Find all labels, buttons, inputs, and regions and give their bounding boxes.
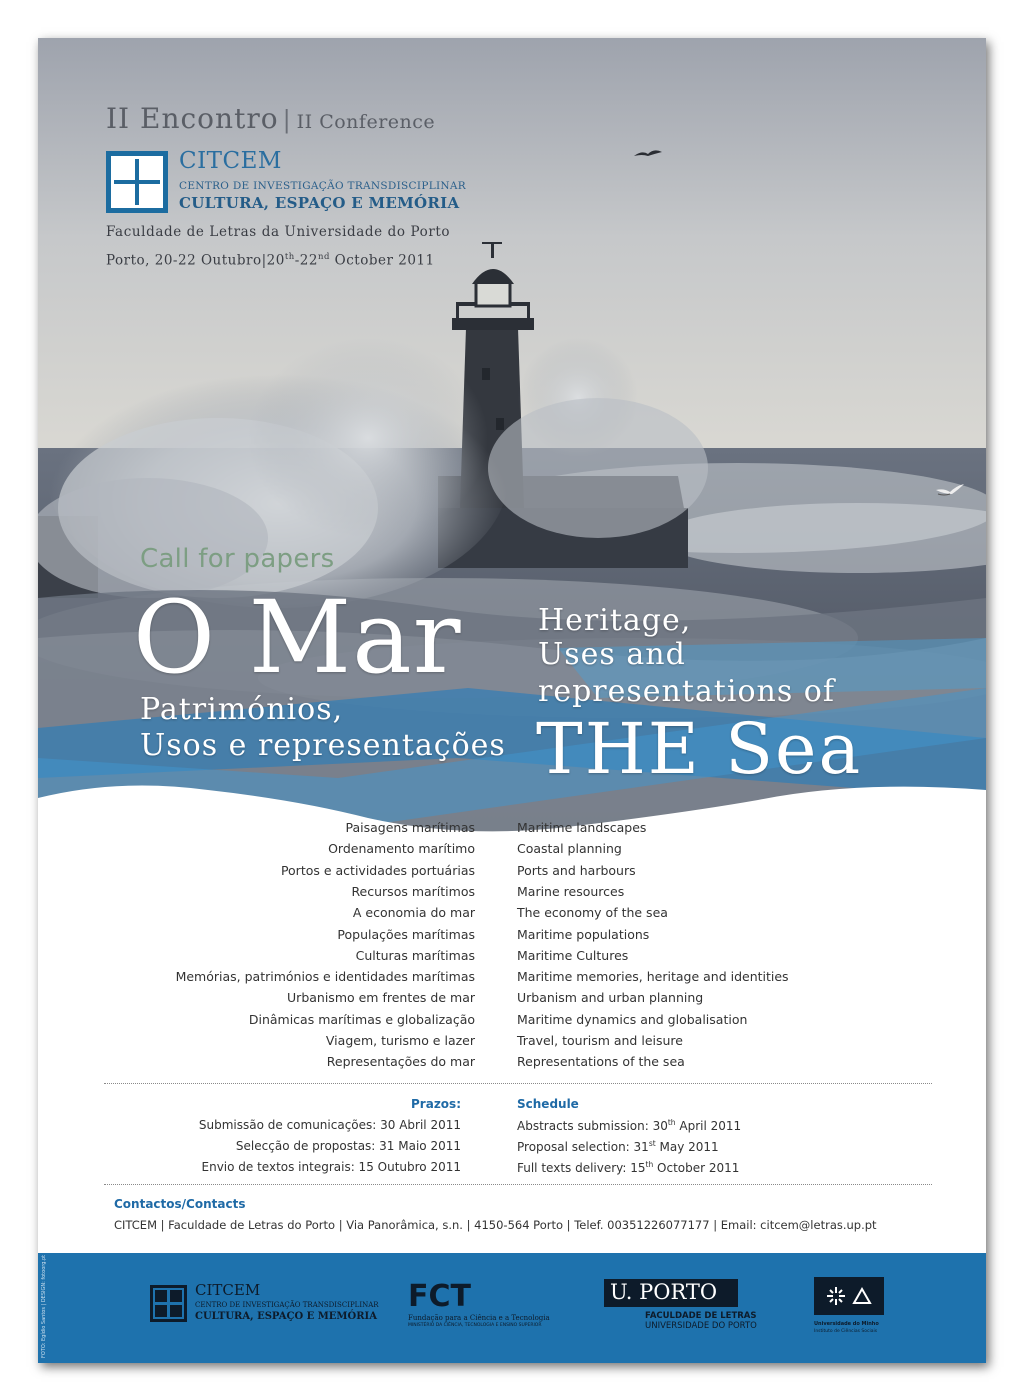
schedule-row (38, 1118, 986, 1139)
topic-pt: Representações do mar (326, 1054, 475, 1070)
schedule-en-sup: st (648, 1139, 656, 1148)
citcem-footer-logo-icon (150, 1285, 187, 1322)
schedule-en-text: Abstracts submission: 30 (517, 1119, 668, 1133)
topic-en: Coastal planning (517, 841, 622, 857)
dates-en-day1: 20 (266, 252, 285, 269)
topic-row (38, 841, 986, 862)
faculdade-line: Faculdade de Letras da Universidade do Porto (106, 224, 451, 240)
title-heritage-line1: Heritage, (538, 603, 692, 638)
topic-pt: Dinâmicas marítimas e globalização (248, 1011, 475, 1027)
topic-row (38, 990, 986, 1011)
citcem-logo-icon (106, 151, 168, 213)
topic-en: Maritime dynamics and globalisation (517, 1011, 748, 1027)
contacts-heading: Contactos/Contacts (114, 1197, 246, 1211)
schedule-pt: Selecção de propostas: 31 Maio 2011 (235, 1139, 461, 1153)
topic-row (38, 905, 986, 926)
topic-en: Ports and harbours (517, 862, 636, 878)
schedule-en (517, 1118, 741, 1133)
footer-citcem-sub1: CENTRO DE INVESTIGAÇÃO TRANSDISCIPLINAR (195, 1301, 379, 1309)
topic-pt: Culturas marítimas (355, 947, 475, 963)
title-representations: representations of (538, 674, 835, 709)
title-patrimonios (140, 692, 506, 764)
topic-pt: Urbanismo em frentes de mar (287, 990, 475, 1006)
uminho-subtitle-2: Instituto de Ciências Sociais (814, 1329, 878, 1334)
dates-line (106, 252, 435, 269)
schedule-en-text: May 2011 (655, 1140, 719, 1154)
topic-pt: Recursos marítimos (351, 883, 475, 899)
topic-en: The economy of the sea (517, 905, 668, 921)
topic-en: Representations of the sea (517, 1054, 685, 1070)
schedule-en-text: Proposal selection: 31 (517, 1140, 649, 1154)
topic-pt: Viagem, turismo e lazer (325, 1033, 475, 1048)
topic-en: Urbanism and urban planning (517, 990, 704, 1006)
topic-row (38, 863, 986, 884)
topic-en: Maritime Cultures (517, 947, 629, 963)
schedule-en-sup: th (645, 1160, 654, 1169)
topic-pt: Paisagens marítimas (345, 820, 475, 835)
topic-en: Maritime landscapes (517, 820, 647, 835)
topic-row (38, 884, 986, 905)
uporto-logo: U. PORTO (610, 1280, 718, 1304)
encontro-separator: | (282, 106, 291, 134)
uminho-subtitle-1: Universidade do Minho (814, 1321, 879, 1327)
topic-row (38, 1012, 986, 1033)
schedule-heading-en: Schedule (517, 1097, 579, 1111)
dates-en-rest: October 2011 (329, 252, 435, 269)
footer-citcem-sub2: CULTURA, ESPAÇO E MEMÓRIA (195, 1311, 377, 1322)
title-the-sea: THE Sea (536, 708, 863, 790)
conference-label: II Conference (296, 111, 436, 133)
topic-row (38, 948, 986, 969)
topic-en: Travel, tourism and leisure (517, 1033, 683, 1048)
schedule-pt: Envio de textos integrais: 15 Outubro 2011 (201, 1160, 461, 1174)
poster (38, 38, 986, 1363)
call-for-papers: Call for papers (140, 544, 335, 574)
divider (104, 1083, 932, 1084)
schedule-pt: Submissão de comunicações: 30 Abril 2011 (198, 1118, 461, 1132)
citcem-name: CITCEM (179, 148, 282, 174)
schedule-en-text: Full texts delivery: 15 (517, 1161, 646, 1175)
topic-pt: Ordenamento marítimo (328, 841, 475, 857)
schedule-en-sup: th (667, 1118, 676, 1127)
topic-row (38, 820, 986, 841)
schedule-heading-pt: Prazos: (411, 1097, 461, 1111)
dates-en-sup2: nd (317, 252, 330, 262)
topic-en: Marine resources (517, 883, 625, 899)
uporto-subtitle-2: UNIVERSIDADE DO PORTO (645, 1321, 757, 1331)
dates-pt: Porto, 20-22 Outubro (106, 252, 262, 269)
encontro-label: II Encontro (106, 102, 279, 135)
topic-pt: Memórias, patrimónios e identidades marítimas (175, 969, 475, 985)
schedule-en (517, 1139, 719, 1154)
citcem-subtitle-1: CENTRO DE INVESTIGAÇÃO TRANSDISCIPLINAR (179, 180, 466, 192)
title-pt-line2: Usos e representações (140, 728, 506, 763)
fct-subtitle-2: MINISTÉRIO DA CIÊNCIA, TECNOLOGIA E ENSINO SUPERIOR (408, 1323, 542, 1328)
dates-en-dash: -22 (294, 252, 318, 269)
uporto-subtitle-1: FACULDADE DE LETRAS (645, 1311, 757, 1321)
schedule-en-text: April 2011 (675, 1119, 742, 1133)
title-heritage-line2: Uses and (538, 637, 686, 672)
topic-row (38, 1033, 986, 1054)
schedule-en-text: October 2011 (653, 1161, 740, 1175)
uminho-logo-icon (814, 1277, 884, 1315)
photo-credit: FOTO: Egídio Santos | DESIGN: fotoorg.pt (41, 1254, 47, 1358)
topic-pt: Populações marítimas (337, 926, 475, 942)
topic-row (38, 927, 986, 948)
footer-logos (38, 1253, 986, 1363)
title-pt-line1: Patrimónios, (140, 692, 344, 727)
topic-en: Maritime populations (517, 926, 650, 942)
fct-subtitle-1: Fundação para a Ciência e a Tecnologia (408, 1314, 550, 1322)
title-o-mar: O Mar (133, 579, 462, 696)
contacts-text: CITCEM | Faculdade de Letras do Porto | Via Panorâmica, s.n. | 4150-564 Porto | Telef. 00351226077177 | Email: citcem@letras.up.pt (114, 1218, 877, 1232)
fct-logo: FCT (408, 1279, 471, 1314)
footer-citcem-name: CITCEM (195, 1281, 261, 1299)
citcem-subtitle-2: CULTURA, ESPAÇO E MEMÓRIA (179, 194, 460, 212)
schedule-en (517, 1160, 739, 1175)
encontro-heading (106, 102, 435, 135)
topic-pt: A economia do mar (352, 905, 475, 921)
schedule-row (38, 1139, 986, 1160)
title-heritage (538, 604, 691, 672)
topic-row (38, 1054, 986, 1075)
divider (104, 1184, 932, 1185)
dates-en-sup1: th (284, 252, 295, 262)
topic-en: Maritime memories, heritage and identities (517, 969, 789, 985)
dates-separator: | (261, 252, 267, 269)
topic-pt: Portos e actividades portuárias (280, 862, 475, 878)
schedule-row (38, 1160, 986, 1181)
topic-row (38, 969, 986, 990)
